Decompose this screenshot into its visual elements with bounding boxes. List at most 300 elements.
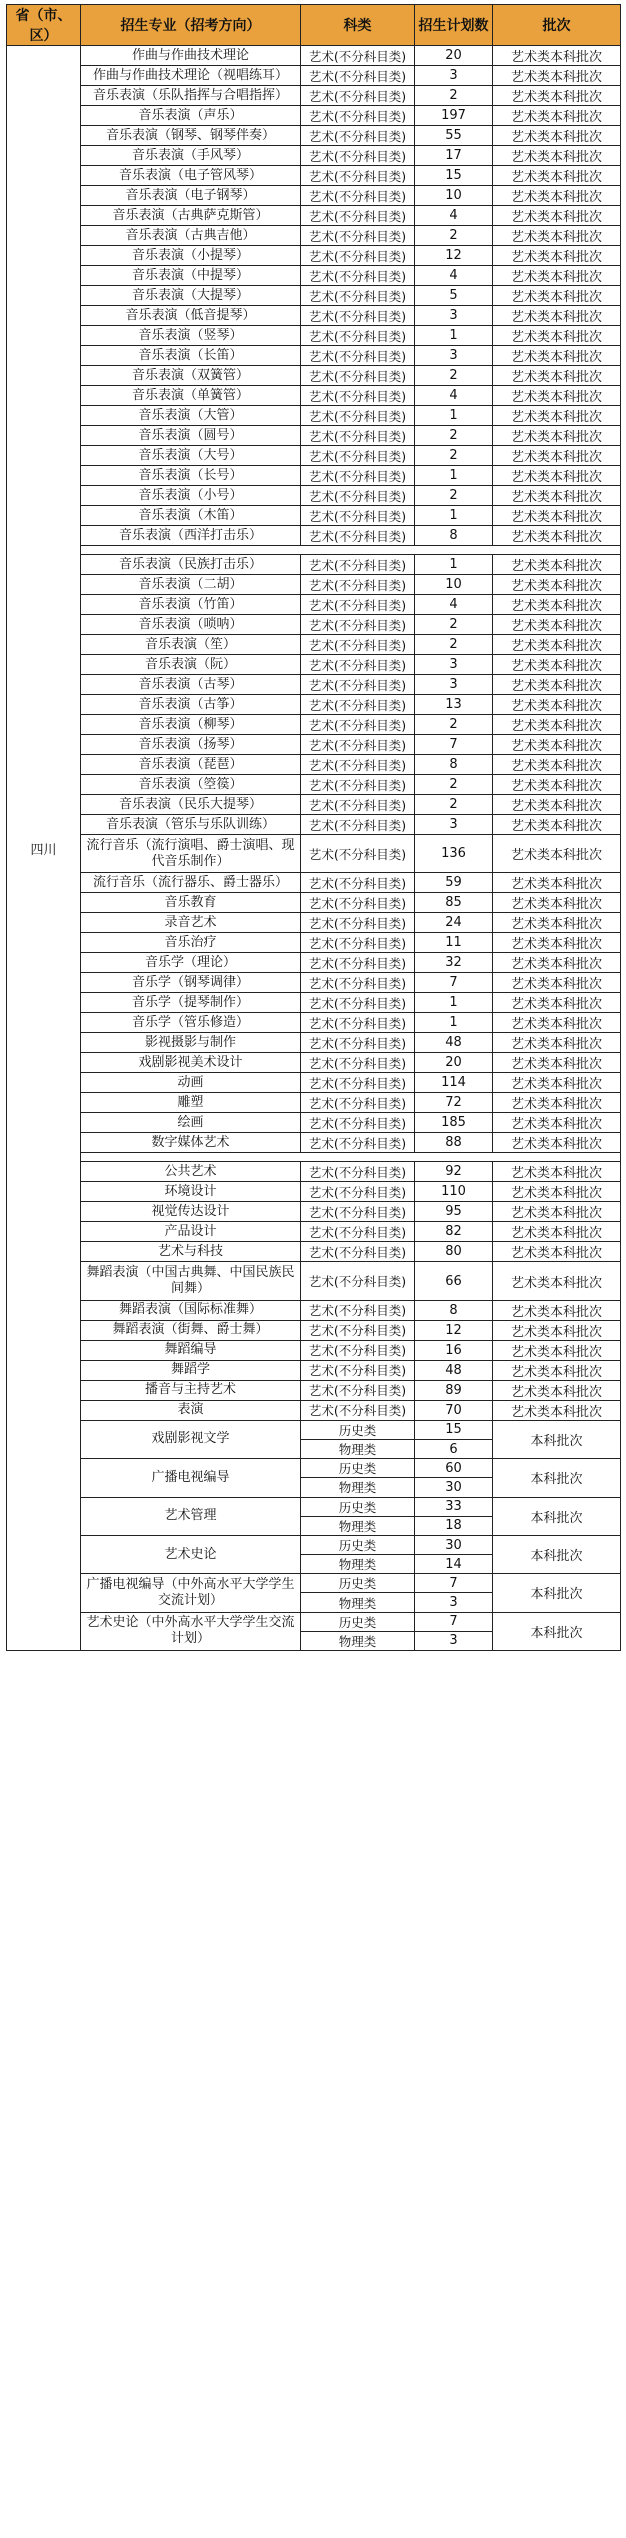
batch-cell: 艺术类本科批次 <box>493 106 621 126</box>
table-row <box>7 1033 621 1053</box>
plan-count-cell: 185 <box>415 1113 493 1133</box>
table-row <box>7 775 621 795</box>
table-row <box>7 1459 621 1478</box>
major-cell: 舞蹈表演（中国古典舞、中国民族民间舞） <box>81 1262 301 1300</box>
table-row <box>7 266 621 286</box>
plan-count-cell: 2 <box>415 486 493 506</box>
batch-cell: 艺术类本科批次 <box>493 635 621 655</box>
table-row <box>7 1013 621 1033</box>
category-cell: 艺术(不分科目类) <box>301 1093 415 1113</box>
batch-cell: 艺术类本科批次 <box>493 146 621 166</box>
batch-cell: 艺术类本科批次 <box>493 1400 621 1420</box>
major-cell: 音乐表演（中提琴） <box>81 266 301 286</box>
table-row <box>7 1612 621 1631</box>
table-row <box>7 286 621 306</box>
plan-count-cell: 10 <box>415 186 493 206</box>
batch-cell: 艺术类本科批次 <box>493 735 621 755</box>
plan-count-cell: 88 <box>415 1133 493 1153</box>
plan-count-cell: 20 <box>415 46 493 66</box>
batch-cell: 艺术类本科批次 <box>493 1162 621 1182</box>
plan-count-cell: 1 <box>415 506 493 526</box>
batch-cell: 艺术类本科批次 <box>493 486 621 506</box>
plan-count-cell: 7 <box>415 1574 493 1593</box>
category-cell: 艺术(不分科目类) <box>301 326 415 346</box>
major-cell: 流行音乐（流行演唱、爵士演唱、现代音乐制作） <box>81 835 301 873</box>
category-cell: 艺术(不分科目类) <box>301 835 415 873</box>
category-cell: 艺术(不分科目类) <box>301 1013 415 1033</box>
plan-count-cell: 15 <box>415 166 493 186</box>
category-cell: 艺术(不分科目类) <box>301 346 415 366</box>
batch-cell: 艺术类本科批次 <box>493 1202 621 1222</box>
major-cell: 音乐表演（电子管风琴） <box>81 166 301 186</box>
batch-cell: 艺术类本科批次 <box>493 555 621 575</box>
category-cell: 物理类 <box>301 1631 415 1650</box>
category-cell: 艺术(不分科目类) <box>301 815 415 835</box>
major-cell: 音乐表演（圆号） <box>81 426 301 446</box>
major-cell: 播音与主持艺术 <box>81 1380 301 1400</box>
plan-count-cell: 16 <box>415 1340 493 1360</box>
table-row <box>7 1182 621 1202</box>
batch-cell: 艺术类本科批次 <box>493 246 621 266</box>
batch-cell: 艺术类本科批次 <box>493 1320 621 1340</box>
batch-cell: 艺术类本科批次 <box>493 715 621 735</box>
plan-count-cell: 2 <box>415 86 493 106</box>
category-cell: 艺术(不分科目类) <box>301 1300 415 1320</box>
table-body <box>7 46 621 1651</box>
category-cell: 艺术(不分科目类) <box>301 953 415 973</box>
plan-count-cell: 82 <box>415 1222 493 1242</box>
category-cell: 艺术(不分科目类) <box>301 715 415 735</box>
category-cell: 历史类 <box>301 1420 415 1439</box>
major-cell: 音乐表演（琵琶） <box>81 755 301 775</box>
table-row <box>7 933 621 953</box>
plan-count-cell: 32 <box>415 953 493 973</box>
plan-count-cell: 1 <box>415 555 493 575</box>
table-row <box>7 326 621 346</box>
major-cell: 艺术与科技 <box>81 1242 301 1262</box>
category-cell: 历史类 <box>301 1459 415 1478</box>
plan-count-cell: 3 <box>415 306 493 326</box>
plan-count-cell: 14 <box>415 1555 493 1574</box>
batch-cell: 艺术类本科批次 <box>493 1073 621 1093</box>
category-cell: 艺术(不分科目类) <box>301 466 415 486</box>
category-cell: 艺术(不分科目类) <box>301 575 415 595</box>
table-row <box>7 226 621 246</box>
major-cell: 视觉传达设计 <box>81 1202 301 1222</box>
plan-count-cell: 20 <box>415 1053 493 1073</box>
table-row <box>7 1300 621 1320</box>
major-cell: 音乐表演（大号） <box>81 446 301 466</box>
table-row <box>7 186 621 206</box>
major-cell: 音乐表演（二胡） <box>81 575 301 595</box>
table-row <box>7 1320 621 1340</box>
batch-cell: 艺术类本科批次 <box>493 46 621 66</box>
category-cell: 物理类 <box>301 1478 415 1497</box>
batch-cell: 艺术类本科批次 <box>493 126 621 146</box>
table-row <box>7 815 621 835</box>
major-cell: 舞蹈表演（国际标准舞） <box>81 1300 301 1320</box>
category-cell: 艺术(不分科目类) <box>301 1073 415 1093</box>
category-cell: 艺术(不分科目类) <box>301 406 415 426</box>
table-row <box>7 1202 621 1222</box>
batch-cell: 艺术类本科批次 <box>493 426 621 446</box>
plan-count-cell: 2 <box>415 795 493 815</box>
plan-count-cell: 12 <box>415 246 493 266</box>
batch-cell: 艺术类本科批次 <box>493 266 621 286</box>
major-cell: 音乐表演（长笛） <box>81 346 301 366</box>
table-row <box>7 126 621 146</box>
major-cell: 音乐表演（古筝） <box>81 695 301 715</box>
table-row <box>7 1093 621 1113</box>
plan-count-cell: 7 <box>415 735 493 755</box>
plan-count-cell: 3 <box>415 1593 493 1612</box>
plan-count-cell: 110 <box>415 1182 493 1202</box>
category-cell: 历史类 <box>301 1497 415 1516</box>
batch-cell: 艺术类本科批次 <box>493 993 621 1013</box>
major-cell: 公共艺术 <box>81 1162 301 1182</box>
category-cell: 艺术(不分科目类) <box>301 1113 415 1133</box>
table-row <box>7 46 621 66</box>
plan-count-cell: 8 <box>415 755 493 775</box>
category-cell: 艺术(不分科目类) <box>301 893 415 913</box>
batch-cell: 艺术类本科批次 <box>493 1133 621 1153</box>
category-cell: 艺术(不分科目类) <box>301 246 415 266</box>
plan-count-cell: 12 <box>415 1320 493 1340</box>
major-cell: 音乐学（管乐修造） <box>81 1013 301 1033</box>
major-cell: 音乐表演（双簧管） <box>81 366 301 386</box>
category-cell: 艺术(不分科目类) <box>301 526 415 546</box>
batch-cell: 本科批次 <box>493 1574 621 1612</box>
major-cell: 音乐表演（管乐与乐队训练） <box>81 815 301 835</box>
batch-cell: 艺术类本科批次 <box>493 575 621 595</box>
category-cell: 艺术(不分科目类) <box>301 266 415 286</box>
category-cell: 艺术(不分科目类) <box>301 1053 415 1073</box>
major-cell: 音乐表演（竹笛） <box>81 595 301 615</box>
major-cell: 艺术史论 <box>81 1535 301 1573</box>
plan-count-cell: 59 <box>415 873 493 893</box>
major-cell: 音乐表演（柳琴） <box>81 715 301 735</box>
category-cell: 艺术(不分科目类) <box>301 146 415 166</box>
batch-cell: 艺术类本科批次 <box>493 446 621 466</box>
table-row <box>7 1340 621 1360</box>
table-row <box>7 913 621 933</box>
plan-count-cell: 30 <box>415 1535 493 1554</box>
category-cell: 艺术(不分科目类) <box>301 186 415 206</box>
table-row <box>7 953 621 973</box>
batch-cell: 艺术类本科批次 <box>493 466 621 486</box>
major-cell: 作曲与作曲技术理论 <box>81 46 301 66</box>
plan-count-cell: 48 <box>415 1033 493 1053</box>
plan-count-cell: 18 <box>415 1516 493 1535</box>
table-row <box>7 306 621 326</box>
plan-count-cell: 2 <box>415 446 493 466</box>
major-cell: 音乐表演（扬琴） <box>81 735 301 755</box>
table-row <box>7 893 621 913</box>
major-cell: 音乐表演（大管） <box>81 406 301 426</box>
major-cell: 音乐表演（木笛） <box>81 506 301 526</box>
batch-cell: 艺术类本科批次 <box>493 755 621 775</box>
major-cell: 音乐表演（低音提琴） <box>81 306 301 326</box>
batch-cell: 艺术类本科批次 <box>493 655 621 675</box>
table-row <box>7 1497 621 1516</box>
plan-count-cell: 114 <box>415 1073 493 1093</box>
plan-count-cell: 2 <box>415 615 493 635</box>
plan-count-cell: 95 <box>415 1202 493 1222</box>
major-cell: 音乐表演（阮） <box>81 655 301 675</box>
major-cell: 数字媒体艺术 <box>81 1133 301 1153</box>
plan-count-cell: 7 <box>415 973 493 993</box>
batch-cell: 艺术类本科批次 <box>493 1033 621 1053</box>
table-row <box>7 386 621 406</box>
major-cell: 音乐表演（小提琴） <box>81 246 301 266</box>
major-cell: 绘画 <box>81 1113 301 1133</box>
table-row <box>7 166 621 186</box>
plan-count-cell: 60 <box>415 1459 493 1478</box>
separator-cell <box>81 546 621 555</box>
plan-count-cell: 4 <box>415 595 493 615</box>
plan-count-cell: 15 <box>415 1420 493 1439</box>
category-cell: 艺术(不分科目类) <box>301 446 415 466</box>
plan-count-cell: 2 <box>415 426 493 446</box>
major-cell: 音乐表演（古典萨克斯管） <box>81 206 301 226</box>
plan-count-cell: 17 <box>415 146 493 166</box>
batch-cell: 艺术类本科批次 <box>493 1182 621 1202</box>
plan-count-cell: 72 <box>415 1093 493 1113</box>
header-plan-count: 招生计划数 <box>415 5 493 46</box>
major-cell: 作曲与作曲技术理论（视唱练耳） <box>81 66 301 86</box>
major-cell: 音乐表演（大提琴） <box>81 286 301 306</box>
category-cell: 艺术(不分科目类) <box>301 1033 415 1053</box>
category-cell: 艺术(不分科目类) <box>301 695 415 715</box>
major-cell: 戏剧影视美术设计 <box>81 1053 301 1073</box>
batch-cell: 艺术类本科批次 <box>493 1380 621 1400</box>
plan-count-cell: 5 <box>415 286 493 306</box>
plan-count-cell: 1 <box>415 993 493 1013</box>
plan-count-cell: 6 <box>415 1439 493 1458</box>
plan-count-cell: 13 <box>415 695 493 715</box>
plan-count-cell: 8 <box>415 1300 493 1320</box>
table-row <box>7 973 621 993</box>
batch-cell: 艺术类本科批次 <box>493 1262 621 1300</box>
batch-cell: 艺术类本科批次 <box>493 595 621 615</box>
category-cell: 艺术(不分科目类) <box>301 1320 415 1340</box>
batch-cell: 艺术类本科批次 <box>493 1360 621 1380</box>
plan-count-cell: 2 <box>415 635 493 655</box>
plan-count-cell: 3 <box>415 1631 493 1650</box>
table-row <box>7 695 621 715</box>
table-row <box>7 426 621 446</box>
category-cell: 艺术(不分科目类) <box>301 1262 415 1300</box>
major-cell: 戏剧影视文学 <box>81 1420 301 1458</box>
category-cell: 艺术(不分科目类) <box>301 426 415 446</box>
plan-count-cell: 8 <box>415 526 493 546</box>
batch-cell: 艺术类本科批次 <box>493 775 621 795</box>
batch-cell: 艺术类本科批次 <box>493 346 621 366</box>
plan-count-cell: 1 <box>415 1013 493 1033</box>
category-cell: 艺术(不分科目类) <box>301 615 415 635</box>
table-header-row <box>7 5 621 46</box>
batch-cell: 艺术类本科批次 <box>493 326 621 346</box>
table-row <box>7 675 621 695</box>
major-cell: 舞蹈表演（街舞、爵士舞） <box>81 1320 301 1340</box>
major-cell: 音乐教育 <box>81 893 301 913</box>
plan-count-cell: 55 <box>415 126 493 146</box>
category-cell: 艺术(不分科目类) <box>301 873 415 893</box>
plan-count-cell: 1 <box>415 466 493 486</box>
separator-cell <box>81 1153 621 1162</box>
category-cell: 历史类 <box>301 1574 415 1593</box>
category-cell: 艺术(不分科目类) <box>301 655 415 675</box>
major-cell: 舞蹈学 <box>81 1360 301 1380</box>
category-cell: 艺术(不分科目类) <box>301 1400 415 1420</box>
batch-cell: 艺术类本科批次 <box>493 206 621 226</box>
major-cell: 音乐治疗 <box>81 933 301 953</box>
table-row <box>7 1073 621 1093</box>
category-cell: 艺术(不分科目类) <box>301 486 415 506</box>
category-cell: 物理类 <box>301 1516 415 1535</box>
category-cell: 艺术(不分科目类) <box>301 366 415 386</box>
batch-cell: 本科批次 <box>493 1497 621 1535</box>
category-cell: 艺术(不分科目类) <box>301 993 415 1013</box>
major-cell: 影视摄影与制作 <box>81 1033 301 1053</box>
batch-cell: 艺术类本科批次 <box>493 1242 621 1262</box>
major-cell: 音乐表演（西洋打击乐） <box>81 526 301 546</box>
table-row <box>7 555 621 575</box>
category-cell: 艺术(不分科目类) <box>301 1360 415 1380</box>
category-cell: 艺术(不分科目类) <box>301 555 415 575</box>
major-cell: 舞蹈编导 <box>81 1340 301 1360</box>
major-cell: 音乐表演（电子钢琴） <box>81 186 301 206</box>
table-row <box>7 1400 621 1420</box>
batch-cell: 艺术类本科批次 <box>493 1013 621 1033</box>
plan-count-cell: 2 <box>415 366 493 386</box>
major-cell: 动画 <box>81 1073 301 1093</box>
category-cell: 艺术(不分科目类) <box>301 306 415 326</box>
batch-cell: 本科批次 <box>493 1612 621 1650</box>
table-row <box>7 1380 621 1400</box>
category-cell: 艺术(不分科目类) <box>301 1222 415 1242</box>
batch-cell: 艺术类本科批次 <box>493 835 621 873</box>
admission-plan-table <box>6 4 621 1651</box>
category-cell: 艺术(不分科目类) <box>301 1133 415 1153</box>
major-cell: 音乐表演（古典吉他） <box>81 226 301 246</box>
batch-cell: 艺术类本科批次 <box>493 815 621 835</box>
batch-cell: 艺术类本科批次 <box>493 286 621 306</box>
plan-count-cell: 85 <box>415 893 493 913</box>
table-row <box>7 346 621 366</box>
batch-cell: 艺术类本科批次 <box>493 893 621 913</box>
header-province: 省（市、区） <box>7 5 81 46</box>
plan-count-cell: 197 <box>415 106 493 126</box>
batch-cell: 本科批次 <box>493 1420 621 1458</box>
plan-count-cell: 24 <box>415 913 493 933</box>
major-cell: 音乐表演（唢呐） <box>81 615 301 635</box>
table-row <box>7 446 621 466</box>
table-row <box>7 106 621 126</box>
batch-cell: 艺术类本科批次 <box>493 1300 621 1320</box>
major-cell: 音乐学（钢琴调律） <box>81 973 301 993</box>
table-row <box>7 1222 621 1242</box>
table-row <box>7 575 621 595</box>
plan-count-cell: 66 <box>415 1262 493 1300</box>
category-cell: 物理类 <box>301 1593 415 1612</box>
category-cell: 艺术(不分科目类) <box>301 755 415 775</box>
table-row <box>7 1574 621 1593</box>
batch-cell: 本科批次 <box>493 1535 621 1573</box>
category-cell: 艺术(不分科目类) <box>301 1202 415 1222</box>
plan-count-cell: 1 <box>415 406 493 426</box>
batch-cell: 艺术类本科批次 <box>493 66 621 86</box>
category-cell: 艺术(不分科目类) <box>301 595 415 615</box>
category-cell: 艺术(不分科目类) <box>301 1242 415 1262</box>
major-cell: 音乐表演（钢琴、钢琴伴奏） <box>81 126 301 146</box>
major-cell: 音乐表演（长号） <box>81 466 301 486</box>
table-row <box>7 1420 621 1439</box>
plan-count-cell: 7 <box>415 1612 493 1631</box>
category-cell: 艺术(不分科目类) <box>301 1380 415 1400</box>
header-category: 科类 <box>301 5 415 46</box>
major-cell: 音乐表演（竖琴） <box>81 326 301 346</box>
category-cell: 艺术(不分科目类) <box>301 973 415 993</box>
batch-cell: 艺术类本科批次 <box>493 166 621 186</box>
plan-count-cell: 3 <box>415 66 493 86</box>
batch-cell: 艺术类本科批次 <box>493 1053 621 1073</box>
table-row <box>7 1053 621 1073</box>
table-row <box>7 835 621 873</box>
table-row <box>7 873 621 893</box>
category-cell: 艺术(不分科目类) <box>301 206 415 226</box>
major-cell: 音乐表演（古琴） <box>81 675 301 695</box>
category-cell: 历史类 <box>301 1612 415 1631</box>
table-row <box>7 206 621 226</box>
major-cell: 音乐表演（民族打击乐） <box>81 555 301 575</box>
plan-count-cell: 4 <box>415 386 493 406</box>
plan-count-cell: 4 <box>415 266 493 286</box>
table-row <box>7 1133 621 1153</box>
plan-count-cell: 3 <box>415 815 493 835</box>
admission-plan-table-container <box>6 4 620 1651</box>
batch-cell: 本科批次 <box>493 1459 621 1497</box>
major-cell: 音乐表演（声乐） <box>81 106 301 126</box>
category-cell: 艺术(不分科目类) <box>301 286 415 306</box>
table-row <box>7 406 621 426</box>
category-cell: 历史类 <box>301 1535 415 1554</box>
category-cell: 艺术(不分科目类) <box>301 86 415 106</box>
batch-cell: 艺术类本科批次 <box>493 933 621 953</box>
category-cell: 艺术(不分科目类) <box>301 1182 415 1202</box>
table-row <box>7 1262 621 1300</box>
category-cell: 艺术(不分科目类) <box>301 506 415 526</box>
plan-count-cell: 2 <box>415 775 493 795</box>
category-cell: 艺术(不分科目类) <box>301 933 415 953</box>
plan-count-cell: 89 <box>415 1380 493 1400</box>
batch-cell: 艺术类本科批次 <box>493 953 621 973</box>
major-cell: 雕塑 <box>81 1093 301 1113</box>
category-cell: 艺术(不分科目类) <box>301 46 415 66</box>
batch-cell: 艺术类本科批次 <box>493 615 621 635</box>
batch-cell: 艺术类本科批次 <box>493 226 621 246</box>
table-row <box>7 735 621 755</box>
plan-count-cell: 92 <box>415 1162 493 1182</box>
plan-count-cell: 10 <box>415 575 493 595</box>
category-cell: 艺术(不分科目类) <box>301 1340 415 1360</box>
plan-count-cell: 48 <box>415 1360 493 1380</box>
major-cell: 表演 <box>81 1400 301 1420</box>
category-cell: 艺术(不分科目类) <box>301 775 415 795</box>
plan-count-cell: 136 <box>415 835 493 873</box>
table-row <box>7 1535 621 1554</box>
table-separator-row <box>7 546 621 555</box>
